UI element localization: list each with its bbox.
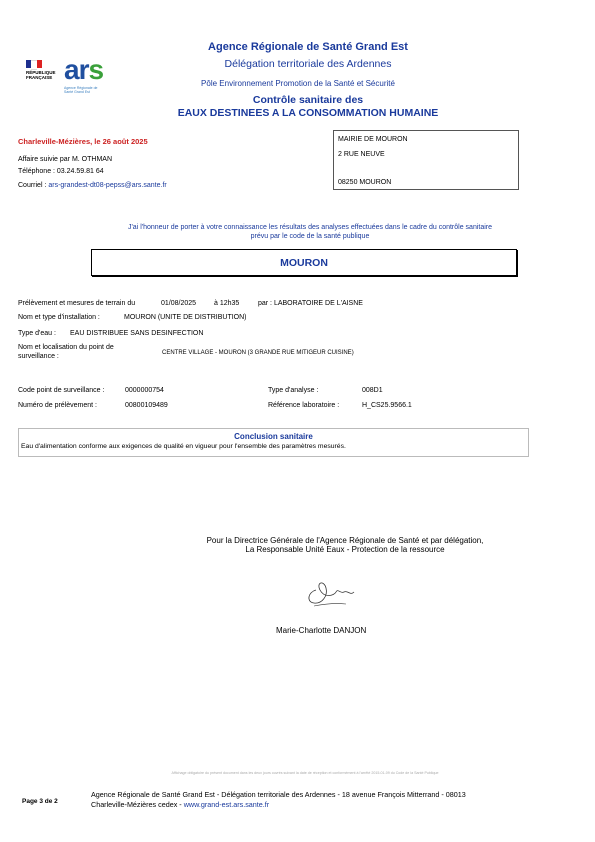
analysis-value: 008D1 bbox=[362, 387, 383, 394]
intro-line1: J'ai l'honneur de porter à votre connaissance les résultats des analyses effectuées dans le cadre du contrôle sanitaire bbox=[127, 224, 493, 231]
prelevement-time: à 12h35 bbox=[214, 300, 240, 307]
contact-follow: Affaire suivie par M. OTHMAN bbox=[18, 156, 113, 163]
pole-name: Pôle Environnement Promotion de la Santé et Sécurité bbox=[201, 79, 395, 88]
signature-line2: La Responsable Unité Eaux - Protection de la ressource bbox=[245, 545, 445, 554]
installation-value: MOURON (UNITE DE DISTRIBUTION) bbox=[124, 314, 247, 321]
location-label-line2: surveillance : bbox=[18, 353, 59, 360]
conclusion-text: Eau d'alimentation conforme aux exigences de qualité en vigueur pour l'ensemble des paramètres mesurés. bbox=[21, 443, 346, 450]
code-label: Code point de surveillance : bbox=[18, 387, 105, 394]
water-type-value: EAU DISTRIBUEE SANS DESINFECTION bbox=[70, 330, 204, 337]
intro-line2: prévu par le code de la santé publique bbox=[250, 233, 370, 240]
signatory-name: Marie-Charlotte DANJON bbox=[276, 626, 367, 635]
doc-title-line1: Contrôle sanitaire des bbox=[252, 94, 364, 106]
ars-brand: ars bbox=[64, 54, 104, 85]
contact-phone: Téléphone : 03.24.59.81 64 bbox=[18, 168, 104, 175]
place-date: Charleville-Mézières, le 26 août 2025 bbox=[18, 137, 148, 146]
recipient-name: MAIRIE DE MOURON bbox=[338, 136, 408, 143]
page-number: Page 3 de 2 bbox=[22, 798, 58, 805]
commune-name: MOURON bbox=[280, 257, 328, 269]
ref-label: Référence laboratoire : bbox=[268, 402, 340, 409]
footer-city: Charleville-Mézières cedex bbox=[91, 800, 178, 809]
french-flag-icon bbox=[26, 60, 42, 68]
conclusion-box bbox=[18, 428, 529, 457]
mail-link[interactable]: ars-grandest-dt08-pepss@ars.sante.fr bbox=[48, 182, 167, 189]
ars-brand-sub: Agence Régionale de Santé Grand Est bbox=[64, 86, 98, 94]
recipient-street: 2 RUE NEUVE bbox=[338, 151, 385, 158]
delegation-name: Délégation territoriale des Ardennes bbox=[224, 58, 392, 70]
recipient-city: 08250 MOURON bbox=[338, 179, 392, 186]
footer-legal-note: Affichage obligatoire du présent document dans les deux jours ouvrés suivant la date de réception et conformément à l'arrêté 2015-01-09 du Code de la Santé Publique bbox=[171, 771, 439, 775]
num-label: Numéro de prélèvement : bbox=[18, 402, 97, 409]
commune-box bbox=[91, 249, 517, 276]
footer-address-line1: Agence Régionale de Santé Grand Est - Délégation territoriale des Ardennes - 18 avenue François Mitterrand - 08013 bbox=[91, 790, 466, 799]
prelevement-date: 01/08/2025 bbox=[161, 300, 197, 307]
agency-name: Agence Régionale de Santé Grand Est bbox=[208, 41, 408, 53]
location-value: CENTRE VILLAGE - MOURON (3 GRANDE RUE MITIGEUR CUISINE) bbox=[162, 350, 354, 356]
doc-title-line2: EAUX DESTINEES A LA CONSOMMATION HUMAINE bbox=[177, 107, 439, 119]
prelevement-by: par : LABORATOIRE DE L'AISNE bbox=[258, 300, 363, 307]
water-type-label: Type d'eau : bbox=[18, 330, 56, 337]
recipient-box bbox=[333, 130, 519, 190]
footer-website-link[interactable]: www.grand-est.ars.sante.fr bbox=[183, 800, 270, 809]
footer-address-line2 bbox=[91, 800, 269, 809]
mail-label: Courriel : bbox=[18, 182, 49, 189]
ars-logo bbox=[22, 54, 118, 98]
analysis-label: Type d'analyse : bbox=[268, 387, 319, 394]
location-label-line1: Nom et localisation du point de bbox=[18, 344, 114, 351]
footer-separator: - bbox=[177, 800, 184, 809]
contact-mail bbox=[18, 182, 167, 189]
installation-label: Nom et type d'installation : bbox=[18, 314, 100, 321]
prelevement-label: Prélèvement et mesures de terrain du bbox=[18, 300, 136, 307]
conclusion-title: Conclusion sanitaire bbox=[234, 432, 313, 441]
code-value: 0000000754 bbox=[125, 387, 164, 394]
handwritten-signature-icon bbox=[300, 568, 364, 610]
signature-line1: Pour la Directrice Générale de l'Agence Régionale de Santé et par délégation, bbox=[206, 536, 484, 545]
num-value: 00800109489 bbox=[125, 402, 168, 409]
republic-label: RÉPUBLIQUE FRANÇAISE bbox=[26, 70, 56, 80]
ref-value: H_CS25.9566.1 bbox=[362, 402, 412, 409]
